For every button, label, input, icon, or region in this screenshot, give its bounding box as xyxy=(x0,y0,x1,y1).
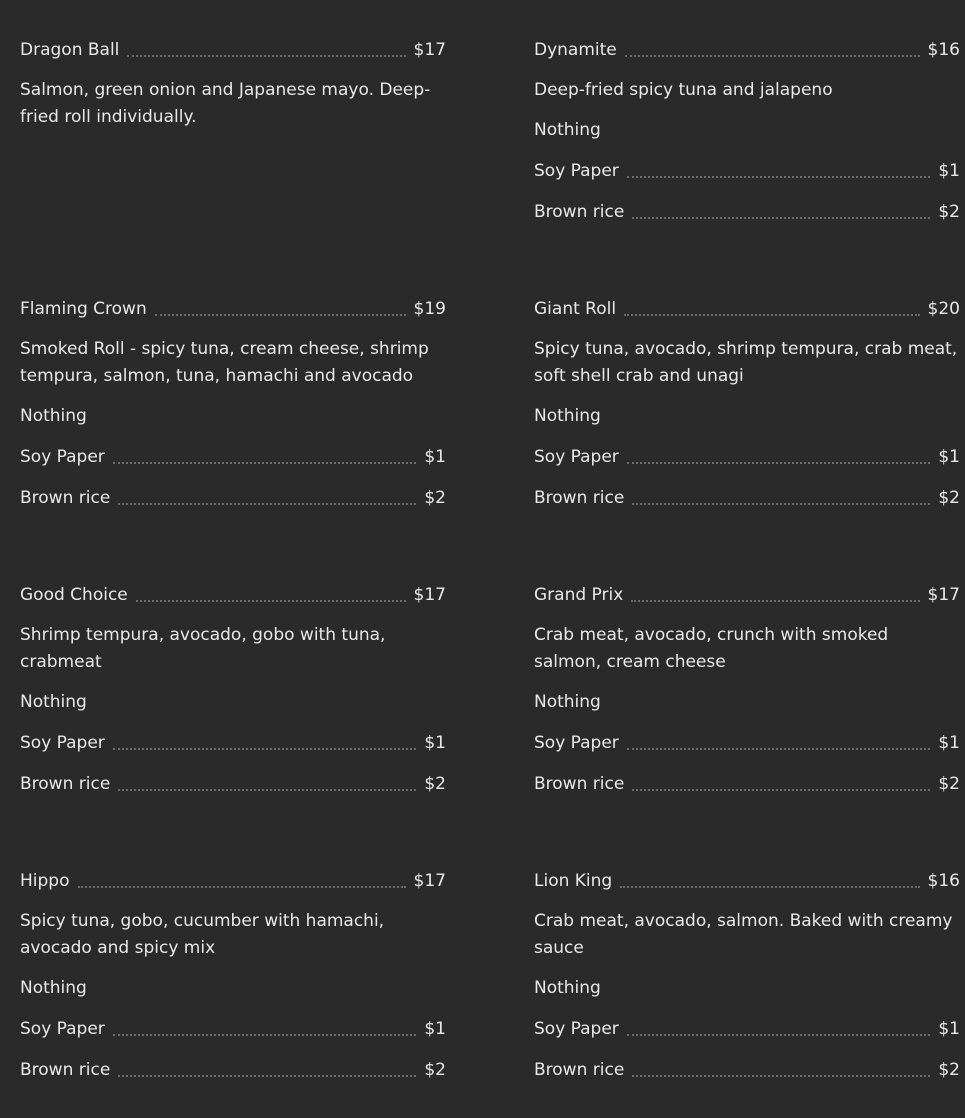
menu-item-grand-prix[interactable] xyxy=(534,585,960,795)
option-price: $2 xyxy=(938,1060,960,1080)
dotted-leader xyxy=(155,314,406,316)
item-description: Shrimp tempura, avocado, gobo with tuna, crabmeat xyxy=(20,625,386,672)
dotted-leader xyxy=(632,503,930,505)
option-price: $1 xyxy=(938,1019,960,1039)
menu-item-flaming-crown[interactable] xyxy=(20,299,446,509)
option-soy-paper[interactable] xyxy=(20,1019,446,1040)
option-price: $1 xyxy=(938,161,960,181)
item-price: $20 xyxy=(927,299,960,319)
option-nothing[interactable]: Nothing xyxy=(20,978,87,998)
option-price: $2 xyxy=(938,202,960,222)
item-name: Grand Prix xyxy=(534,585,624,605)
option-nothing[interactable]: Nothing xyxy=(20,692,87,712)
dotted-leader xyxy=(136,600,406,602)
menu-item-giant-roll[interactable] xyxy=(534,299,960,509)
item-price: $17 xyxy=(413,871,446,891)
item-name: Dynamite xyxy=(534,40,617,60)
item-description: Spicy tuna, gobo, cucumber with hamachi, avocado and spicy mix xyxy=(20,911,385,958)
menu-item-lion-king[interactable] xyxy=(534,871,960,1081)
option-price: $1 xyxy=(424,733,446,753)
option-price: $1 xyxy=(938,447,960,467)
option-price: $2 xyxy=(938,774,960,794)
dotted-leader xyxy=(113,748,417,750)
item-price: $17 xyxy=(927,585,960,605)
option-label: Brown rice xyxy=(20,488,111,508)
item-header-row xyxy=(20,40,446,61)
item-price: $19 xyxy=(413,299,446,319)
option-soy-paper[interactable] xyxy=(534,161,960,182)
option-label: Brown rice xyxy=(20,774,111,794)
item-price: $16 xyxy=(927,40,960,60)
dotted-leader xyxy=(632,217,930,219)
item-description: Deep-fried spicy tuna and jalapeno xyxy=(534,80,833,100)
option-label: Soy Paper xyxy=(20,733,105,753)
dotted-leader xyxy=(627,1034,931,1036)
option-nothing[interactable]: Nothing xyxy=(20,406,87,426)
option-price: $2 xyxy=(424,1060,446,1080)
dotted-leader xyxy=(627,748,931,750)
option-soy-paper[interactable] xyxy=(534,733,960,754)
dotted-leader xyxy=(127,55,405,57)
item-price: $16 xyxy=(927,871,960,891)
option-price: $1 xyxy=(424,1019,446,1039)
option-brown-rice[interactable] xyxy=(534,1060,960,1081)
option-brown-rice[interactable] xyxy=(534,774,960,795)
option-price: $1 xyxy=(938,733,960,753)
menu-item-hippo[interactable] xyxy=(20,871,446,1081)
option-price: $1 xyxy=(424,447,446,467)
option-soy-paper[interactable] xyxy=(20,447,446,468)
option-price: $2 xyxy=(424,488,446,508)
item-header-row xyxy=(534,40,960,61)
option-label: Brown rice xyxy=(534,1060,625,1080)
option-label: Soy Paper xyxy=(20,1019,105,1039)
option-label: Brown rice xyxy=(534,202,625,222)
item-header-row xyxy=(534,585,960,606)
item-description: Spicy tuna, avocado, shrimp tempura, crab meat, soft shell crab and unagi xyxy=(534,339,958,386)
dotted-leader xyxy=(118,789,416,791)
item-description: Crab meat, avocado, crunch with smoked salmon, cream cheese xyxy=(534,625,889,672)
item-name: Dragon Ball xyxy=(20,40,120,60)
option-brown-rice[interactable] xyxy=(534,202,960,223)
option-price: $2 xyxy=(938,488,960,508)
option-label: Soy Paper xyxy=(20,447,105,467)
item-name: Hippo xyxy=(20,871,70,891)
item-header-row xyxy=(534,871,960,892)
option-label: Soy Paper xyxy=(534,1019,619,1039)
option-brown-rice[interactable] xyxy=(20,488,446,509)
option-nothing[interactable]: Nothing xyxy=(534,406,601,426)
option-nothing[interactable]: Nothing xyxy=(534,120,601,140)
item-description: Salmon, green onion and Japanese mayo. Deep-fried roll individually. xyxy=(20,80,431,127)
option-label: Soy Paper xyxy=(534,733,619,753)
dotted-leader xyxy=(113,1034,417,1036)
item-header-row xyxy=(534,299,960,320)
dotted-leader xyxy=(632,1075,930,1077)
item-description: Crab meat, avocado, salmon. Baked with creamy sauce xyxy=(534,911,953,958)
option-label: Brown rice xyxy=(534,488,625,508)
dotted-leader xyxy=(625,55,920,57)
dotted-leader xyxy=(113,462,417,464)
menu-item-dragon-ball[interactable] xyxy=(20,40,446,131)
item-price: $17 xyxy=(413,40,446,60)
option-soy-paper[interactable] xyxy=(534,447,960,468)
option-nothing[interactable]: Nothing xyxy=(534,692,601,712)
item-header-row xyxy=(20,299,446,320)
item-name: Giant Roll xyxy=(534,299,617,319)
option-label: Soy Paper xyxy=(534,447,619,467)
dotted-leader xyxy=(627,176,931,178)
item-name: Good Choice xyxy=(20,585,128,605)
option-price: $2 xyxy=(424,774,446,794)
dotted-leader xyxy=(620,886,919,888)
item-header-row xyxy=(20,585,446,606)
option-brown-rice[interactable] xyxy=(20,1060,446,1081)
option-label: Brown rice xyxy=(534,774,625,794)
option-soy-paper[interactable] xyxy=(20,733,446,754)
item-name: Lion King xyxy=(534,871,613,891)
option-brown-rice[interactable] xyxy=(534,488,960,509)
option-nothing[interactable]: Nothing xyxy=(534,978,601,998)
option-label: Soy Paper xyxy=(534,161,619,181)
item-description: Smoked Roll - spicy tuna, cream cheese, shrimp tempura, salmon, tuna, hamachi and avocado xyxy=(20,339,429,386)
item-header-row xyxy=(20,871,446,892)
option-soy-paper[interactable] xyxy=(534,1019,960,1040)
menu-item-good-choice[interactable] xyxy=(20,585,446,795)
dotted-leader xyxy=(118,1075,416,1077)
dotted-leader xyxy=(78,886,406,888)
item-name: Flaming Crown xyxy=(20,299,147,319)
menu-item-dynamite[interactable] xyxy=(534,40,960,223)
dotted-leader xyxy=(624,314,919,316)
dotted-leader xyxy=(631,600,919,602)
option-label: Brown rice xyxy=(20,1060,111,1080)
dotted-leader xyxy=(627,462,931,464)
dotted-leader xyxy=(632,789,930,791)
dotted-leader xyxy=(118,503,416,505)
option-brown-rice[interactable] xyxy=(20,774,446,795)
item-price: $17 xyxy=(413,585,446,605)
